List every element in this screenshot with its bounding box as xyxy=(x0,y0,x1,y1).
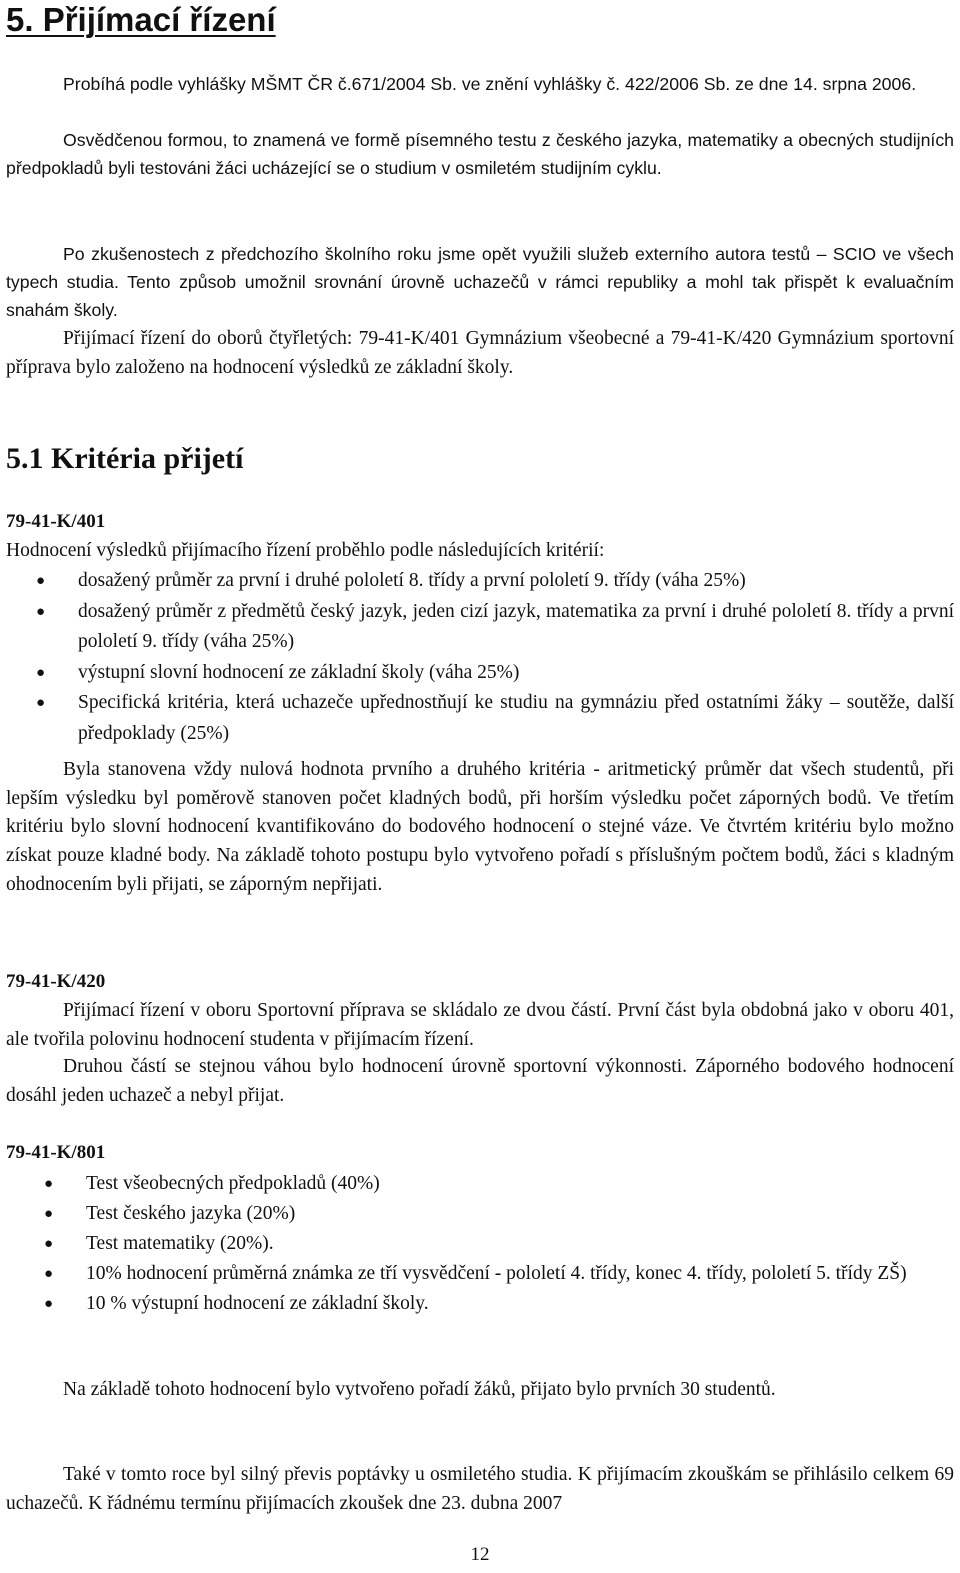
k801-paragraph-1: Na základě tohoto hodnocení bylo vytvořeno pořadí žáků, přijato bylo prvních 30 studentů. xyxy=(63,1379,776,1400)
list-item-text: dosažený průměr za první i druhé pololetí 8. třídy a první pololetí 9. třídy (váha 25%) xyxy=(78,570,746,591)
intro-paragraph-four-year: Přijímací řízení do oborů čtyřletých: 79-41-K/401 Gymnázium všeobecné a 79-41-K/420 Gymnázium sportovní příprava bylo založeno na hodnocení výsledků ze základní školy. xyxy=(6,328,954,378)
bullet-icon: ● xyxy=(44,1206,54,1222)
bullet-icon: ● xyxy=(36,603,46,620)
k401-scoring-paragraph: Byla stanovena vždy nulová hodnota prvního a druhého kritéria - aritmetický průměr dat všech studentů, při lepším výsledku byl poměrově stanoven počet kladných bodů, při horším výsledku počet záporných bodů. Ve třetím kritériu bylo slovní hodnocení kvantifikováno do bodového hodnocení o stejné váze. Ve čtvrtém kritériu bylo možno získat pouze kladné body. Na základě tohoto postupu bylo vytvořeno pořadí s příslušným počtem bodů, žáci s kladným ohodnocením byli přijati, se záporným nepřijati. xyxy=(6,759,954,895)
k420-code: 79-41-K/420 xyxy=(6,971,106,992)
list-item xyxy=(6,1169,954,1199)
bullet-icon: ● xyxy=(44,1236,54,1252)
intro-paragraph-legal: Probíhá podle vyhlášky MŠMT ČR č.671/2004 Sb. ve znění vyhlášky č. 422/2006 Sb. ze dne 14. srpna 2006. xyxy=(63,74,917,94)
k401-criteria-list xyxy=(6,566,954,749)
list-item xyxy=(6,688,954,749)
list-item xyxy=(6,566,954,597)
list-item xyxy=(6,1229,954,1259)
list-item xyxy=(6,597,954,658)
page-number: 12 xyxy=(470,1544,490,1565)
k801-code: 79-41-K/801 xyxy=(6,1142,106,1163)
bullet-icon: ● xyxy=(36,695,46,711)
list-item-text: 10% hodnocení průměrná známka ze tří vysvědčení - pololetí 4. třídy, konec 4. třídy, pololetí 5. třídy ZŠ) xyxy=(86,1263,907,1284)
intro-paragraph-scio: Po zkušenostech z předchozího školního roku jsme opět využili služeb externího autora testů – SCIO ve všech typech studia. Tento způsob umožnil srovnání úrovně uchazečů v rámci republiky a mohl tak přispět k evaluačním snahám školy. xyxy=(6,244,954,321)
list-item xyxy=(6,658,954,689)
k420-paragraph-2: Druhou částí se stejnou váhou bylo hodnocení úrovně sportovní výkonnosti. Záporného bodového hodnocení dosáhl jeden uchazeč a nebyl přijat. xyxy=(6,1056,954,1106)
k420-paragraph-1: Přijímací řízení v oboru Sportovní příprava se skládalo ze dvou částí. První část byla obdobná jako v oboru 401, ale tvořila polovinu hodnocení studenta v přijímacím řízení. xyxy=(6,1000,954,1050)
bullet-icon: ● xyxy=(44,1176,54,1192)
bullet-icon: ● xyxy=(44,1296,54,1312)
list-item-text: 10 % výstupní hodnocení ze základní školy. xyxy=(86,1293,429,1314)
list-item xyxy=(6,1199,954,1229)
list-item-text: Test všeobecných předpokladů (40%) xyxy=(86,1173,380,1194)
chapter-heading: 5. Přijímací řízení xyxy=(6,1,276,38)
list-item-text: Specifická kritéria, která uchazeče upřednostňují ke studiu na gymnáziu před ostatními žáky – soutěže, další předpoklady (25%) xyxy=(78,692,954,744)
list-item-text: Test českého jazyka (20%) xyxy=(86,1203,296,1224)
list-item-text: dosažený průměr z předmětů český jazyk, jeden cizí jazyk, matematika za první i druhé pololetí 8. třídy a první pololetí 9. třídy (váha 25%) xyxy=(78,600,954,652)
intro-paragraph-tests: Osvědčenou formou, to znamená ve formě písemného testu z českého jazyka, matematiky a obecných studijních předpokladů byli testováni žáci ucházející se o studium v osmiletém studijním cyklu. xyxy=(6,130,954,179)
k401-lead: Hodnocení výsledků přijímacího řízení proběhlo podle následujících kritérií: xyxy=(6,540,605,561)
list-item-text: výstupní slovní hodnocení ze základní školy (váha 25%) xyxy=(78,661,520,683)
k801-criteria-list xyxy=(6,1169,954,1319)
k801-paragraph-2: Také v tomto roce byl silný převis poptávky u osmiletého studia. K přijímacím zkouškám se přihlásilo celkem 69 uchazečů. K řádnému termínu přijímacích zkoušek dne 23. dubna 2007 xyxy=(6,1464,954,1514)
list-item xyxy=(6,1259,954,1289)
list-item xyxy=(6,1289,954,1319)
bullet-icon: ● xyxy=(44,1266,54,1282)
section-heading: 5.1 Kritéria přijetí xyxy=(6,442,244,475)
k401-code: 79-41-K/401 xyxy=(6,511,106,532)
list-item-text: Test matematiky (20%). xyxy=(86,1233,274,1254)
bullet-icon: ● xyxy=(36,664,46,681)
bullet-icon: ● xyxy=(36,573,46,589)
